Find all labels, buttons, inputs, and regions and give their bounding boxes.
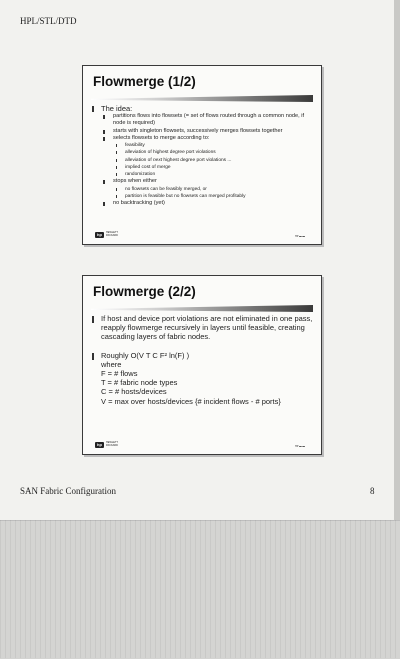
bullet-icon xyxy=(103,115,105,119)
bullet-continuation: T = # fabric node types xyxy=(101,378,178,388)
scan-texture xyxy=(0,520,400,658)
bullet-item: Roughly O(V T C F² ln(F) ) xyxy=(91,351,315,360)
slide-bullet-list xyxy=(91,314,315,406)
bullet-continuation: F = # flows xyxy=(101,369,138,379)
page-edge xyxy=(394,0,400,520)
bullet-item: selects flowsets to merge according to: xyxy=(91,135,315,142)
bullet-icon xyxy=(116,188,117,191)
bullet-item: partitions flows into flowsets (= set of flows routed through a common node, if node is required) xyxy=(91,113,315,128)
bullet-icon xyxy=(116,195,117,198)
bullet-icon xyxy=(103,130,105,134)
slide-stamp: HP ▬ ▬ xyxy=(295,445,305,448)
title-rule xyxy=(91,95,313,102)
slide-flowmerge-2 xyxy=(82,275,322,455)
bullet-icon xyxy=(103,137,105,141)
bullet-item: feasibility xyxy=(91,142,315,149)
hp-logo-icon: hp HEWLETT PACKARD xyxy=(95,442,118,448)
bullet-item: no flowsets can be feasibly merged, or xyxy=(91,186,315,193)
bullet-continuation: where xyxy=(101,359,122,369)
bullet-icon xyxy=(116,159,117,162)
bullet-item: If host and device port violations are not eliminated in one pass, reapply flowmerge recursively in layers until feasible, creating cascading layers of fabric nodes. xyxy=(91,314,315,342)
bullet-icon xyxy=(116,166,117,169)
hp-logo-icon: hp HEWLETT PACKARD xyxy=(95,232,118,238)
bullet-item: The idea: xyxy=(91,104,315,113)
page-number: 8 xyxy=(370,486,375,496)
bullet-item: partition is feasible but no flowsets can merged profitably xyxy=(91,193,315,200)
bullet-item: alleviation of next highest degree port violations ... xyxy=(91,157,315,164)
slide-stamp: HP ▬ ▬ xyxy=(295,235,305,238)
slide-flowmerge-1 xyxy=(82,65,322,245)
bullet-item: implied cost of merge xyxy=(91,164,315,171)
bullet-icon xyxy=(103,180,105,184)
bullet-continuation: V = max over hosts/devices {# incident flows - # ports} xyxy=(101,396,281,406)
bullet-item: starts with singleton flowsets, successively merges flowsets together xyxy=(91,128,315,135)
bullet-continuation: C = # hosts/devices xyxy=(101,387,167,397)
bullet-icon xyxy=(92,353,94,360)
bullet-icon xyxy=(116,173,117,176)
page-header: HPL/STL/DTD xyxy=(20,16,77,26)
bullet-item: no backtracking (yet) xyxy=(91,200,315,207)
bullet-item: alleviation of highest degree port violations xyxy=(91,149,315,156)
page-footer-title: SAN Fabric Configuration xyxy=(20,486,116,496)
bullet-item: randomization xyxy=(91,171,315,178)
slide-bullet-list xyxy=(91,104,315,207)
bullet-icon xyxy=(116,144,117,147)
bullet-icon xyxy=(116,151,117,154)
slide-title: Flowmerge (2/2) xyxy=(93,284,196,299)
bullet-icon xyxy=(103,202,105,206)
bullet-item: stops when either xyxy=(91,178,315,185)
slide-title: Flowmerge (1/2) xyxy=(93,74,196,89)
title-rule xyxy=(91,305,313,312)
bullet-icon xyxy=(92,106,94,112)
bullet-icon xyxy=(92,316,94,323)
